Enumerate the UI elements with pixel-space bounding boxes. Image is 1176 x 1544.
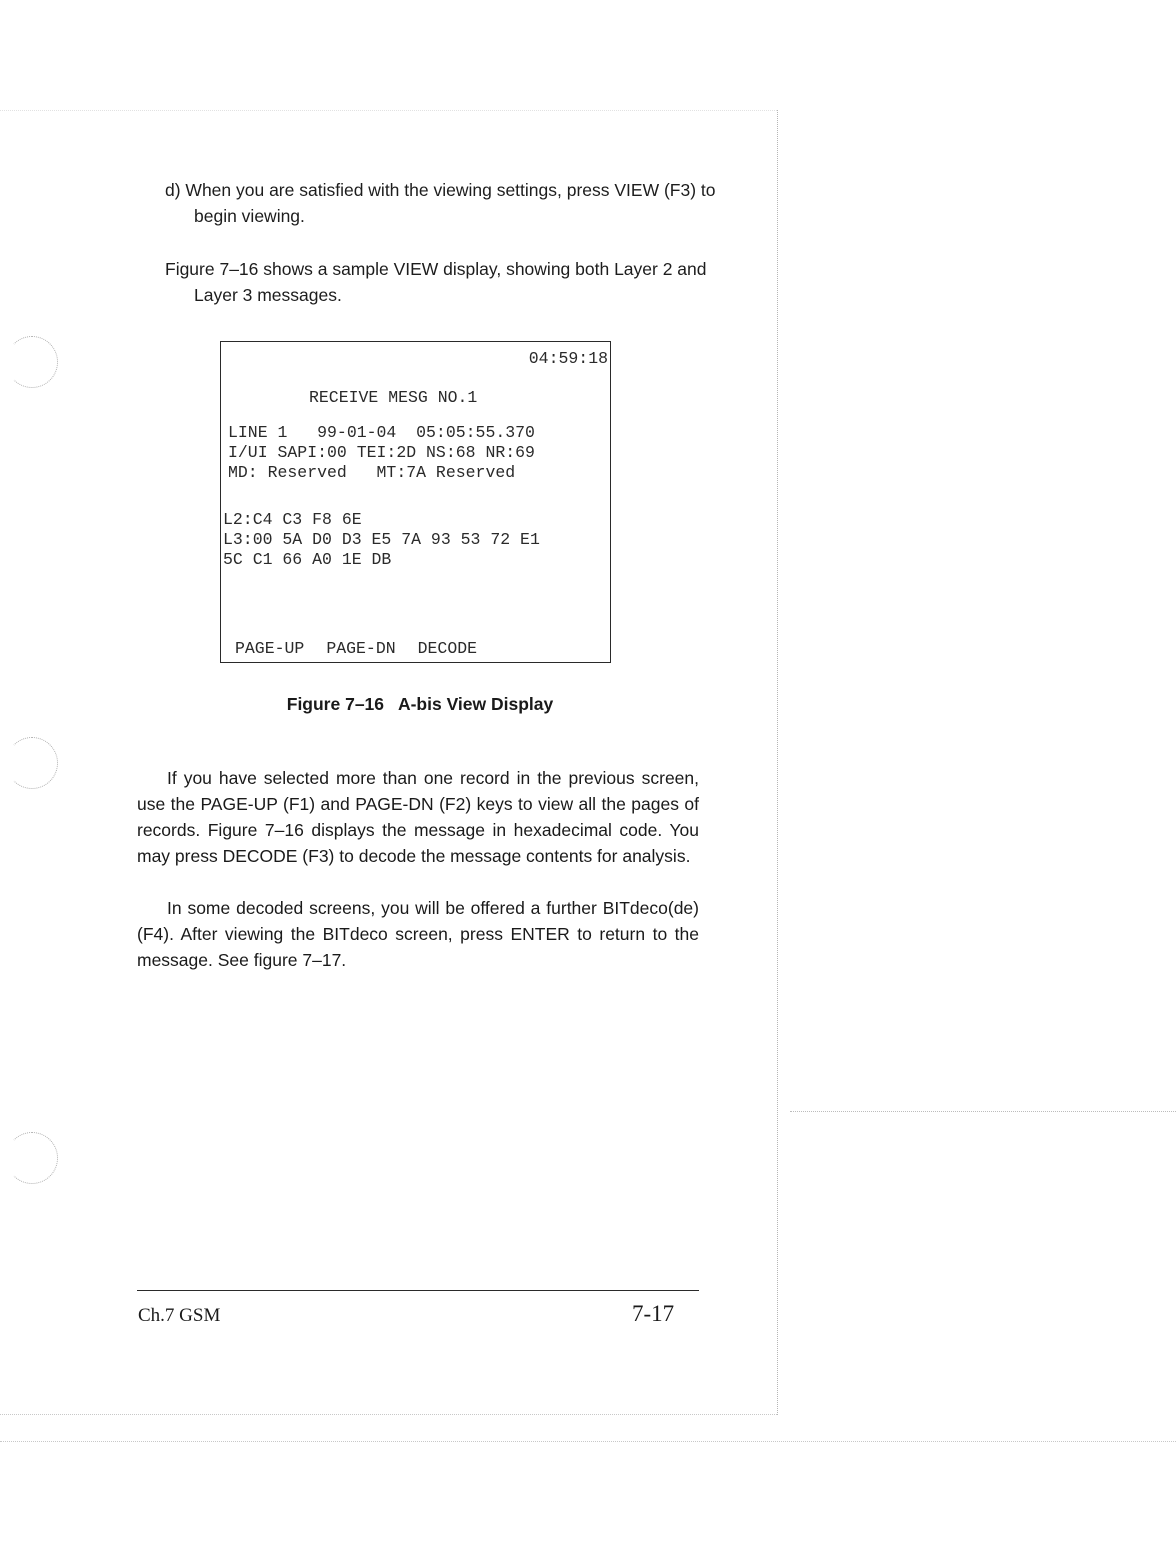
view-display-screen	[220, 341, 611, 663]
screen-title: RECEIVE MESG NO.1	[309, 388, 478, 407]
softkey-page-up[interactable]: PAGE-UP	[235, 639, 305, 658]
punch-hole-top	[6, 336, 58, 388]
page-edge-bottom	[0, 1414, 777, 1415]
punch-hole-bottom	[6, 1132, 58, 1184]
figure-caption: Figure 7–16 A-bis View Display	[286, 694, 554, 714]
screen-line-message-type: MD: Reserved MT:7A Reserved	[228, 463, 516, 482]
page-edge-right	[777, 110, 778, 1415]
screen-line-header: LINE 1 99-01-04 05:05:55.370	[228, 423, 535, 442]
footer-chapter: Ch.7 GSM	[138, 1305, 221, 1326]
scan-line-mid	[790, 1111, 1176, 1112]
screen-softkeys	[235, 639, 499, 659]
page-edge-top	[0, 110, 777, 111]
screen-line-l3-hex: L3:00 5A D0 D3 E5 7A 93 53 72 E1	[223, 530, 540, 549]
screen-line-l3-hex-cont: 5C C1 66 A0 1E DB	[223, 550, 392, 569]
screen-clock: 04:59:18	[528, 349, 608, 368]
body-paragraph-2: In some decoded screens, you will be offered a further BITdeco(de) (F4). After viewing the BITdeco screen, press ENTER to return to the message. See figure 7–17.	[137, 898, 699, 970]
punch-hole-middle	[6, 737, 58, 789]
footer-page-number: 7-17	[632, 1301, 675, 1326]
screen-line-frame: I/UI SAPI:00 TEI:2D NS:68 NR:69	[228, 443, 535, 462]
softkey-page-dn[interactable]: PAGE-DN	[326, 639, 396, 658]
footer-rule	[137, 1290, 699, 1291]
figure-intro-text: Figure 7–16 shows a sample VIEW display, showing both Layer 2 and Layer 3 messages.	[165, 259, 707, 305]
softkey-decode[interactable]: DECODE	[417, 639, 478, 658]
scan-line-lower	[0, 1441, 1176, 1442]
body-paragraph-1: If you have selected more than one record in the previous screen, use the PAGE-UP (F1) and PAGE-DN (F2) keys to view all the pages of records. Figure 7–16 displays the message in hexadecimal code. You may press DECODE (F3) to decode the message contents for analysis.	[137, 768, 699, 866]
step-d-text: d) When you are satisfied with the viewing settings, press VIEW (F3) to begin viewing.	[165, 180, 716, 226]
screen-line-l2-hex: L2:C4 C3 F8 6E	[223, 510, 362, 529]
